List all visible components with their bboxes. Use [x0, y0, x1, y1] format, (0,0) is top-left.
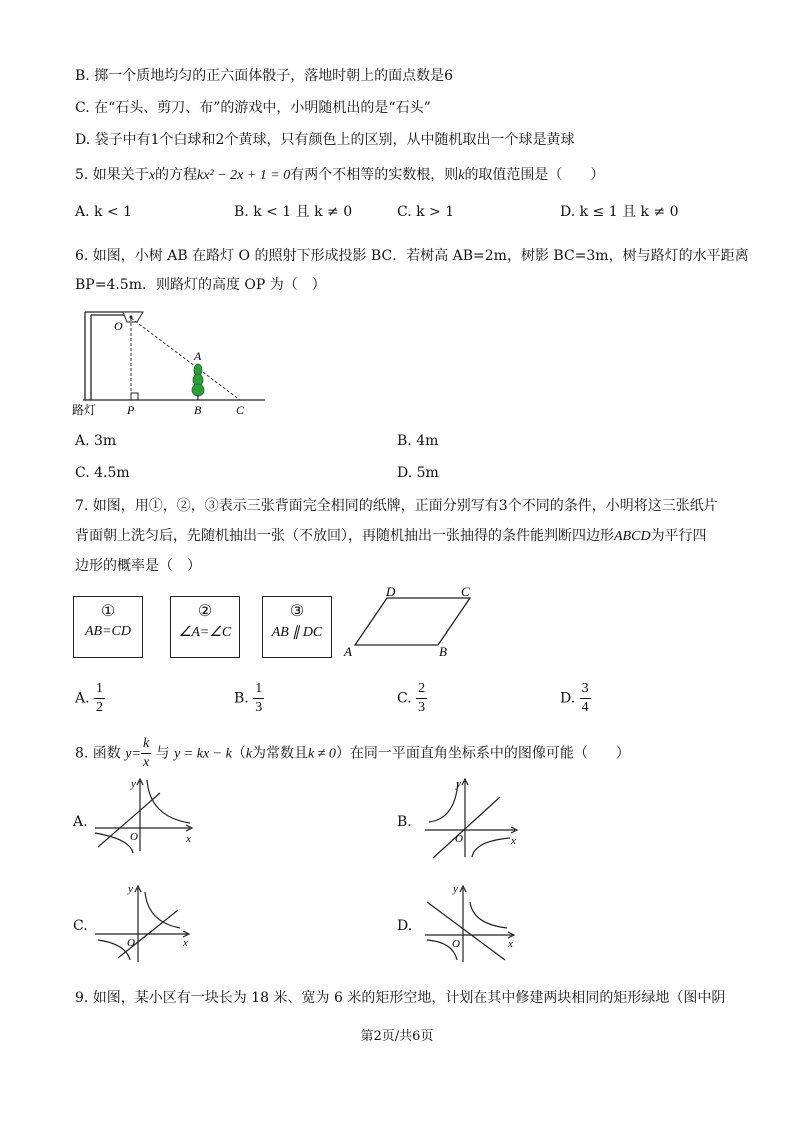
- q8-frac-den: x: [142, 755, 150, 770]
- q5-var-x: x: [148, 168, 156, 183]
- q8-eq: =: [131, 746, 141, 762]
- q7-option-a-fraction: [94, 680, 105, 717]
- q8-a-y: y: [131, 778, 136, 790]
- q6-label-c: C: [236, 403, 245, 417]
- q8-a-o: O: [130, 831, 138, 843]
- q7-option-d-fraction: [580, 680, 591, 717]
- q7-option-b-label: B.: [234, 690, 249, 707]
- q7-option-b-num: 1: [253, 680, 264, 699]
- q7-line1: 7. 如图，用①，②，③表示三张背面完全相同的纸牌，正面分别写有3个不同的条件，小明将这三张纸片: [75, 498, 718, 514]
- q5-equation: kx² − 2x + 1 = 0: [197, 168, 291, 183]
- q9-line1: 9. 如图，某小区有一块长为 18 米、宽为 6 米的矩形空地，计划在其中修建两块相同的矩形绿地（图中阴: [75, 990, 726, 1006]
- q8-stem-d: 为常数且: [252, 745, 309, 762]
- parallelogram-label-d: D: [386, 584, 396, 599]
- q5-var-k: k: [458, 168, 465, 183]
- q7-line3: 边形的概率是（ ）: [75, 558, 201, 574]
- q8-graph-a: [90, 775, 200, 855]
- q4-option-c: C. 在“石头、剪刀、布”的游戏中，小明随机出的是“石头”: [75, 100, 431, 116]
- q8-stem: [75, 735, 630, 772]
- q7-option-d: [560, 680, 591, 717]
- q7-option-b-fraction: [253, 680, 264, 717]
- q8-option-d-label: D.: [397, 918, 413, 934]
- q8-linear: y = kx − k: [174, 746, 232, 762]
- q8-b-x: x: [511, 835, 516, 847]
- card-3-number: ③: [289, 601, 305, 620]
- q8-cond: k ≠ 0: [308, 746, 336, 762]
- q5-stem-c: 有两个不相等的实数根，则: [290, 167, 459, 183]
- q8-c-o: O: [127, 937, 135, 949]
- q7-line2-a: 背面朝上洗匀后，先随机抽出一张（不放回），再随机抽出一张抽得的条件能判断四边形: [75, 528, 614, 544]
- q6-label-a: A: [194, 349, 202, 363]
- q6-label-o: O: [114, 319, 123, 333]
- q8-b-o: O: [455, 833, 463, 845]
- parallelogram-label-c: C: [461, 584, 470, 599]
- q8-stem-a: 8. 函数: [75, 745, 121, 762]
- q7-option-a-label: A.: [75, 690, 90, 707]
- parallelogram-abcd: [340, 582, 480, 662]
- q8-stem-e: ）在同一平面直角坐标系中的图像可能（ ）: [335, 745, 630, 762]
- q8-d-x: x: [508, 938, 513, 950]
- q8-frac-num: k: [141, 735, 151, 754]
- q7-option-d-num: 3: [580, 680, 591, 699]
- q5-stem-d: 的取值范围是（ ）: [464, 167, 605, 183]
- q5-option-c: C. k > 1: [397, 204, 455, 220]
- q7-option-a: [75, 680, 105, 717]
- q4-option-d: D. 袋子中有1个白球和2个黄球，只有颜色上的区别，从中随机取出一个球是黄球: [75, 132, 575, 148]
- card-3-condition: AB ∥ DC: [271, 625, 323, 640]
- page-footer: 第2页/共6页: [360, 1029, 434, 1044]
- card-1-condition: AB=CD: [85, 624, 131, 639]
- q7-option-c-fraction: [416, 680, 427, 717]
- card-3: [262, 596, 332, 658]
- q7-abcd: ABCD: [614, 529, 651, 544]
- q6-label-p: P: [127, 403, 135, 417]
- q8-option-a-label: A.: [73, 814, 88, 830]
- q8-fraction: [141, 735, 151, 772]
- q6-line1: 6. 如图，小树 AB 在路灯 O 的照射下形成投影 BC．若树高 AB=2m，树影 BC=3m，树与路灯的水平距离: [75, 248, 749, 264]
- q7-option-b-den: 3: [255, 700, 263, 715]
- q8-stem-b: 与: [155, 745, 170, 762]
- q7-line2-b: 为平行四: [650, 528, 707, 544]
- q8-option-c-label: C.: [73, 918, 88, 934]
- card-2: [170, 596, 240, 658]
- q8-option-b-label: B.: [397, 814, 412, 830]
- parallelogram-label-b: B: [439, 644, 447, 659]
- q8-graph-b: [415, 775, 525, 860]
- q7-option-a-den: 2: [96, 700, 104, 715]
- q8-c-x: x: [183, 937, 188, 949]
- q5-stem-b: 的方程: [155, 167, 198, 183]
- q6-option-d: D. 5m: [397, 465, 439, 481]
- q6-option-b: B. 4m: [397, 433, 439, 449]
- q6-figure: [70, 300, 270, 420]
- q6-label-b: B: [194, 403, 202, 417]
- q8-y: y: [125, 746, 132, 762]
- q5-option-d: D. k ≤ 1 且 k ≠ 0: [560, 204, 679, 220]
- q8-c-y: y: [128, 883, 133, 895]
- q5-option-b: B. k < 1 且 k ≠ 0: [234, 204, 353, 220]
- q8-stem-c: （: [231, 745, 246, 762]
- q6-line2: BP=4.5m．则路灯的高度 OP 为（ ）: [75, 277, 326, 293]
- q8-a-x: x: [186, 833, 191, 845]
- parallelogram-label-a: A: [344, 644, 352, 659]
- q6-option-a: A. 3m: [75, 433, 117, 449]
- card-2-condition: ∠A=∠C: [178, 625, 232, 640]
- card-2-number: ②: [197, 601, 213, 620]
- card-1: [73, 596, 143, 658]
- q8-graph-d: [415, 880, 525, 965]
- q5-option-a: A. k < 1: [75, 204, 133, 220]
- q8-k: k: [245, 746, 253, 762]
- q4-option-b: B. 掷一个质地均匀的正六面体骰子，落地时朝上的面点数是6: [75, 68, 454, 84]
- q6-option-c: C. 4.5m: [75, 465, 130, 481]
- q7-option-c-num: 2: [416, 680, 427, 699]
- q7-option-c-label: C.: [397, 690, 412, 707]
- q6-label-lamp: 路灯: [72, 403, 97, 417]
- q7-option-b: [234, 680, 264, 717]
- q5-stem: [75, 165, 604, 186]
- q7-option-c-den: 3: [418, 700, 426, 715]
- q8-b-y: y: [456, 778, 461, 790]
- q7-line2: [75, 526, 707, 547]
- card-1-number: ①: [100, 601, 116, 620]
- q7-option-a-num: 1: [94, 680, 105, 699]
- q5-stem-a: 5. 如果关于: [75, 167, 149, 183]
- q8-graph-c: [90, 880, 200, 965]
- q7-option-c: [397, 680, 427, 717]
- q8-d-o: O: [452, 938, 460, 950]
- q8-d-y: y: [453, 883, 458, 895]
- q7-option-d-den: 4: [581, 700, 589, 715]
- q7-option-d-label: D.: [560, 690, 576, 707]
